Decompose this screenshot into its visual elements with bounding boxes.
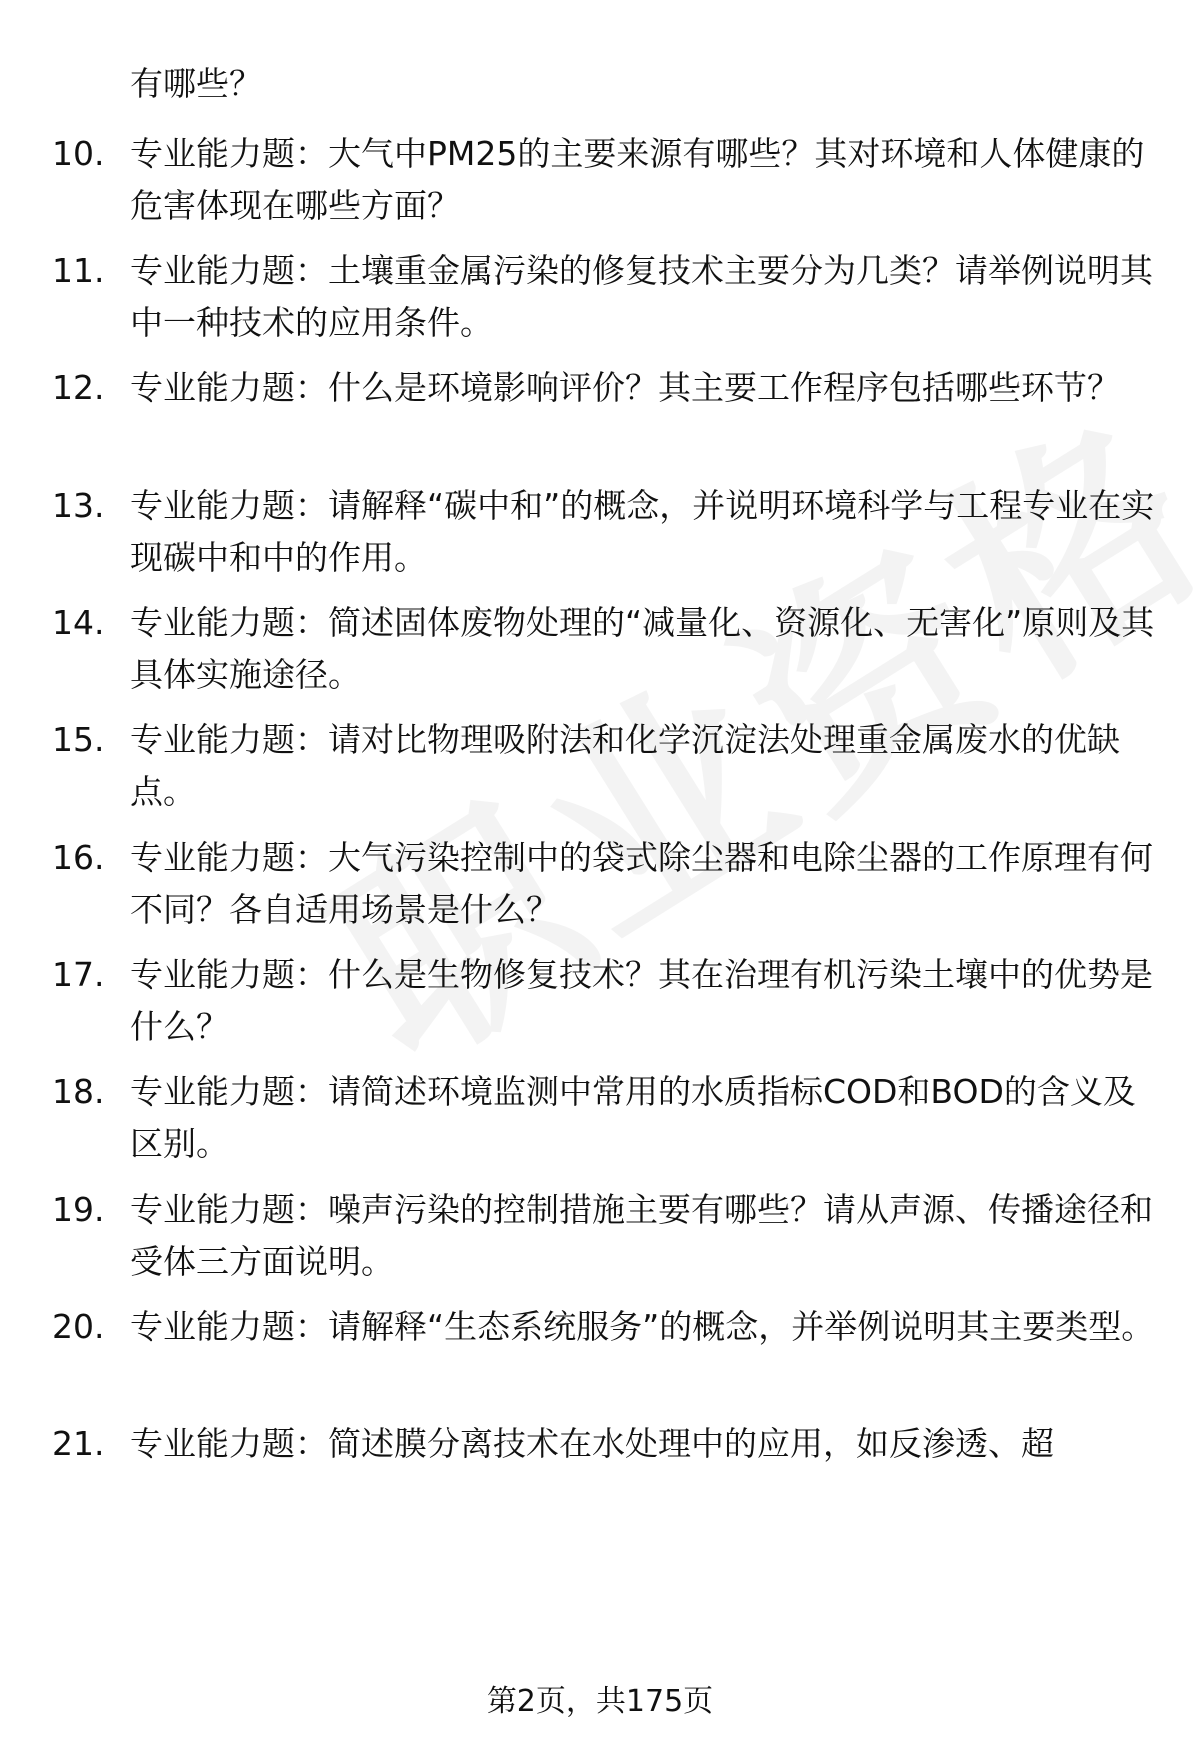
item-text: 专业能力题：请解释“生态系统服务”的概念，并举例说明其主要类型。 [130, 1307, 1155, 1346]
item-number: 12. [52, 368, 105, 407]
item-number: 13. [52, 486, 105, 525]
item-text: 专业能力题：简述膜分离技术在水处理中的应用，如反渗透、超 [130, 1424, 1054, 1463]
page-footer: 第2页，共175页 [486, 1684, 714, 1719]
item-number: 10. [52, 134, 105, 173]
item-text: 专业能力题：噪声污染的控制措施主要有哪些？请从声源、传播途径和受体三方面说明。 [130, 1190, 1153, 1281]
continuation-text: 有哪些？ [130, 64, 262, 103]
item-number: 18. [52, 1072, 105, 1111]
item-text: 专业能力题：什么是生物修复技术？其在治理有机污染土壤中的优势是什么？ [130, 955, 1153, 1046]
item-text: 专业能力题：请对比物理吸附法和化学沉淀法处理重金属废水的优缺点。 [130, 720, 1120, 811]
item-number: 20. [52, 1307, 105, 1346]
item-text: 专业能力题：请简述环境监测中常用的水质指标COD和BOD的含义及区别。 [130, 1072, 1136, 1163]
item-text: 专业能力题：请解释“碳中和”的概念，并说明环境科学与工程专业在实现碳中和中的作用。 [130, 486, 1155, 577]
item-number: 16. [52, 838, 105, 877]
item-number: 19. [52, 1190, 105, 1229]
item-number: 14. [52, 603, 105, 642]
item-number: 15. [52, 720, 105, 759]
item-number: 17. [52, 955, 105, 994]
item-text: 专业能力题：简述固体废物处理的“减量化、资源化、无害化”原则及其具体实施途径。 [130, 603, 1155, 694]
item-number: 11. [52, 251, 105, 290]
item-text: 专业能力题：大气污染控制中的袋式除尘器和电除尘器的工作原理有何不同？各自适用场景是什么？ [130, 838, 1153, 929]
item-text: 专业能力题：土壤重金属污染的修复技术主要分为几类？请举例说明其中一种技术的应用条件。 [130, 251, 1153, 342]
item-text: 专业能力题：什么是环境影响评价？其主要工作程序包括哪些环节？ [130, 368, 1120, 407]
item-text: 专业能力题：大气中PM25的主要来源有哪些？其对环境和人体健康的危害体现在哪些方面？ [130, 134, 1145, 225]
item-number: 21. [52, 1424, 105, 1463]
